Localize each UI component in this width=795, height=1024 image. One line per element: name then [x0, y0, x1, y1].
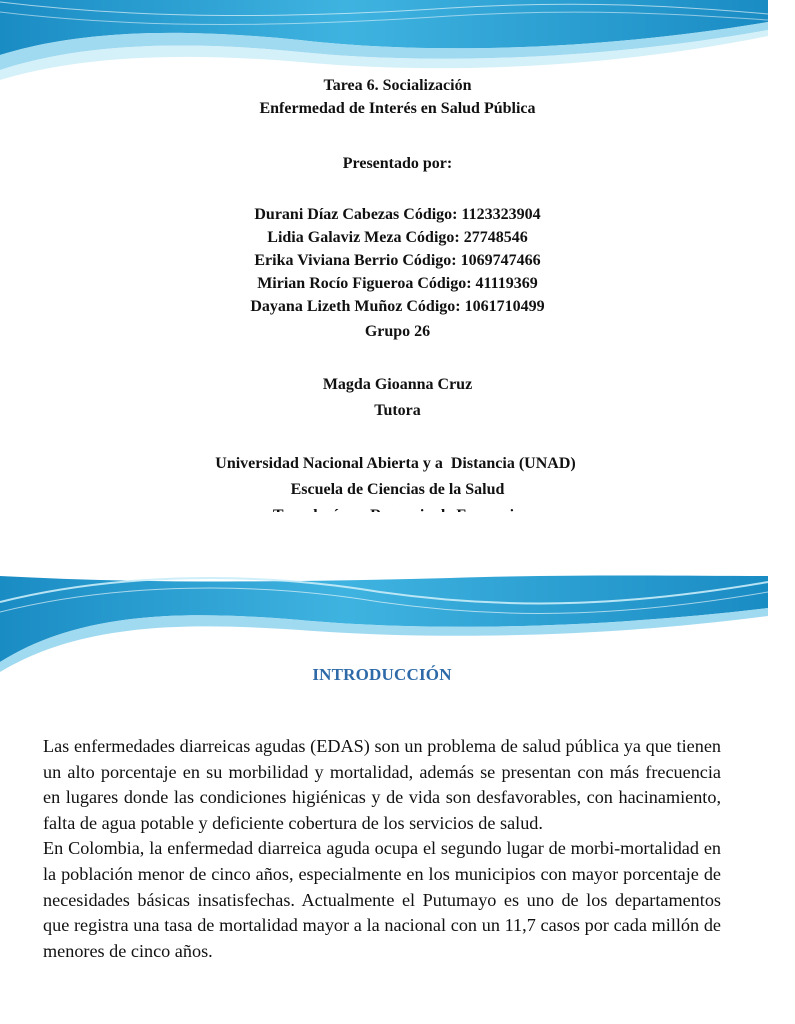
- group-label: Grupo 26: [364, 323, 431, 340]
- slide-title: Tarea 6. Socialización: [323, 77, 472, 94]
- intro-paragraph: En Colombia, la enfermedad diarreica aguda ocupa el segundo lugar de morbi-mortalidad en la población menor de cinco años, especialmente en los municipios con mayor porcentaje de necesidades básicas insatisfechas. Actualmente el Putumayo es uno de los departamentos que registra una tasa de mortalidad mayor a la nacional con un 11,7 casos por cada millón de menores de cinco años.: [43, 838, 721, 961]
- tutor-name: Magda Gioanna Cruz: [322, 376, 473, 393]
- student-line: Dayana Lizeth Muñoz Código: 1061710499: [250, 298, 545, 315]
- slide-subtitle: Enfermedad de Interés en Salud Pública: [259, 100, 536, 117]
- top-wave-decoration: [0, 512, 768, 632]
- student-line: Durani Díaz Cabezas Código: 1123323904: [254, 206, 541, 223]
- school-name: Escuela de Ciencias de la Salud: [290, 481, 505, 498]
- presented-by-label: Presentado por:: [342, 155, 453, 172]
- student-line: Erika Viviana Berrio Código: 1069747466: [254, 252, 541, 269]
- tutor-role: Tutora: [374, 402, 421, 419]
- introduction-heading: INTRODUCCIÓN: [312, 665, 452, 684]
- title-slide: [0, 0, 768, 512]
- university-name: Universidad Nacional Abierta y a Distancia (UNAD): [215, 455, 576, 472]
- introduction-slide: [0, 512, 768, 1024]
- student-line: Lidia Galaviz Meza Código: 27748546: [267, 229, 528, 246]
- introduction-body: [43, 734, 721, 964]
- student-line: Mirian Rocío Figueroa Código: 41119369: [257, 275, 538, 292]
- intro-paragraph: Las enfermedades diarreicas agudas (EDAS) son un problema de salud pública ya que tienen un alto porcentaje en su morbilidad y mortalidad, además se presentan con más frecuencia en lugares donde las condiciones higiénicas y de vida son desfavorables, con hacinamiento, falta de agua potable y deficiente cobertura de los servicios de salud.: [43, 736, 721, 833]
